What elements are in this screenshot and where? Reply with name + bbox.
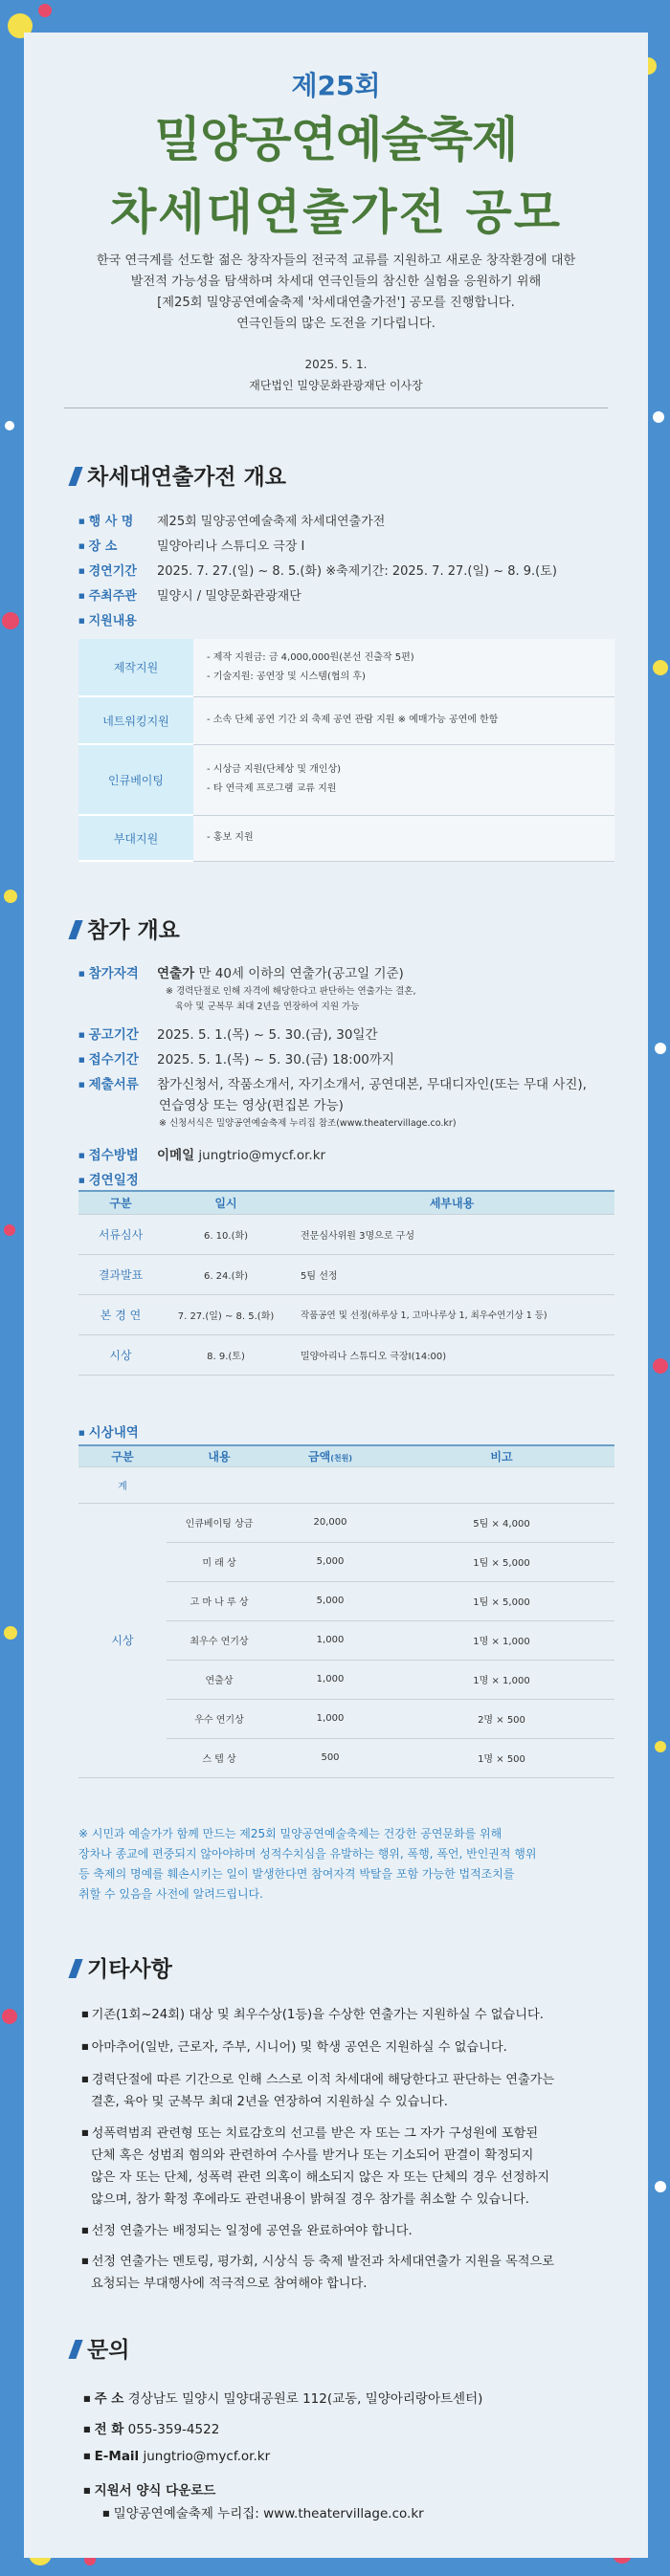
slash-icon	[68, 2340, 82, 2359]
table-row: 최우수 연기상 1,000 1명 × 1,000	[78, 1620, 614, 1660]
intro-text	[53, 251, 619, 335]
overview-row: ■ 경연기간 2025. 7. 27.(일) ~ 8. 5.(화) ※축제기간: 2025. 7. 27.(일) ~ 8. 9.(토)	[78, 561, 557, 579]
divider	[64, 407, 608, 408]
support-table	[78, 639, 614, 862]
support-label: 제작지원	[78, 639, 193, 696]
misc-item: ■ 아마추어(일반, 근로자, 주부, 시니어) 및 학생 공연은 지원하실 수 없습니다.	[81, 2036, 617, 2059]
misc-item: ■ 경력단절에 따른 기간으로 인해 스스로 이적 차세대에 해당한다고 판단하는 연출가는 결혼, 육아 및 군복무 최대 2년을 연장하여 지원하실 수 있습니다.	[81, 2068, 617, 2113]
confetti-dot	[653, 660, 668, 675]
support-detail: - 제작 지원금: 금 4,000,000원(본선 진출작 5편) - 기술지원: 공연장 및 시스템(협의 후)	[193, 639, 614, 696]
table-header-row	[78, 1445, 614, 1466]
col-header: 세부내용	[289, 1191, 614, 1214]
confetti-dot	[4, 1224, 15, 1236]
support-label: 부대지원	[78, 815, 193, 861]
overview-row: ■ 장 소 밀양아리나 스튜디오 극장 I	[78, 536, 304, 554]
section-heading-overview: 차세대연출가전 개요	[72, 459, 286, 491]
col-header: 금액(천원)	[272, 1445, 389, 1466]
table-row: 연출상 1,000 1명 × 1,000	[78, 1660, 614, 1699]
schedule-table	[78, 1190, 614, 1376]
table-row: 본 경 연 7. 27.(일) ~ 8. 5.(화) 작품공연 및 선정(하루상 1, 고마나루상 1, 최우수연기상 1 등)	[78, 1294, 614, 1334]
misc-item: ■ 선정 연출가는 멘토링, 평가회, 시상식 등 축제 발전과 차세대연출가 지원을 목적으로 요청되는 부대행사에 적극적으로 참여해야 합니다.	[81, 2250, 617, 2295]
confetti-dot	[655, 1741, 666, 1752]
confetti-dot	[653, 411, 664, 423]
participation-row: ■ 공고기간 2025. 5. 1.(목) ~ 5. 30.(금), 30일간	[78, 1024, 378, 1043]
organizer-name: 재단법인 밀양문화관광재단 이사장	[249, 379, 423, 392]
table-row	[78, 744, 614, 815]
table-row	[78, 696, 614, 744]
support-label: 네트워킹지원	[78, 696, 193, 744]
table-row	[78, 815, 614, 861]
table-row: 결과발표 6. 24.(화) 5팀 선정	[78, 1254, 614, 1294]
confetti-dot	[4, 1626, 17, 1640]
misc-item: ■ 성폭력범죄 관련형 또는 치료감호의 선고를 받은 자 또는 그 자가 구성원에 포함된 단체 혹은 성범죄 혐의와 관련하여 수사를 받거나 또는 기소되어 판결이 확정되지 않은 자 또는 단체, 성폭력 관련 의혹이 해소되지 않은 자 또는 단체의 경우 선정하지 않으며, 참가 확정 후에라도 관련내용이 밝혀질 경우 참가를 취소할 수 있습니다.	[81, 2122, 617, 2211]
col-header: 일시	[163, 1191, 289, 1214]
contact-email: ■ E-Mail jungtrio@mycf.or.kr	[83, 2449, 270, 2464]
qualification-note: 육아 및 군복무 최대 2년을 연장하여 지원 가능	[175, 1002, 360, 1012]
qualification-note: ※ 경력단절로 인해 자격에 해당한다고 판단하는 연출가는 결혼,	[166, 986, 416, 997]
col-header: 구분	[78, 1191, 163, 1214]
participation-row: ■ 접수방법 이메일 jungtrio@mycf.or.kr	[78, 1144, 325, 1163]
participation-row: ■ 접수기간 2025. 5. 1.(목) ~ 5. 30.(금) 18:00까지	[78, 1048, 394, 1068]
support-label: 인큐베이팅	[78, 744, 193, 815]
table-row: 시상 인큐베이팅 상금 20,000 5팀 × 4,000	[78, 1503, 614, 1542]
overview-row: ■ 주최주관 밀양시 / 밀양문화관광재단	[78, 585, 302, 604]
intro-line: 연극인들의 많은 도전을 기다립니다.	[236, 317, 436, 331]
intro-line: 한국 연극계를 선도할 젊은 창작자들의 전국적 교류를 지원하고 새로운 창작환경에 대한	[96, 253, 576, 268]
misc-item: ■ 기존(1회~24회) 대상 및 최우수상(1등)을 수상한 연출가는 지원하실 수 없습니다.	[81, 2003, 617, 2026]
support-detail: - 홍보 지원	[193, 815, 614, 861]
awards-title: ■ 시상내역	[78, 1421, 157, 1441]
slash-icon	[68, 1959, 82, 1978]
docs-note: ※ 신청서식은 밀양공연예술축제 누리집 참조(www.theatervillage.co.kr)	[159, 1118, 457, 1129]
table-row: 미 래 상 5,000 1팀 × 5,000	[78, 1542, 614, 1581]
email-link[interactable]: jungtrio@mycf.or.kr	[143, 2449, 271, 2464]
call-title: 차세대연출가전 공모	[109, 185, 563, 240]
slash-icon	[68, 467, 82, 486]
announcement-date: 2025. 5. 1.	[304, 358, 368, 371]
participation-row: ■ 참가자격 연출가 만 40세 이하의 연출가(공고일 기준)	[78, 962, 404, 981]
confetti-dot	[38, 4, 52, 17]
confetti-dot	[5, 421, 14, 430]
confetti-dot	[655, 2181, 666, 2192]
table-row: 계	[78, 1466, 614, 1503]
misc-item: ■ 선정 연출가는 배정되는 일정에 공연을 완료하여야 합니다.	[81, 2219, 617, 2242]
table-row: 우수 연기상 1,000 2명 × 500	[78, 1699, 614, 1738]
overview-row: ■ 행 사 명 제25회 밀양공연예술축제 차세대연출가전	[78, 511, 385, 529]
confetti-dot	[4, 890, 17, 903]
participation-row: ■ 경연일정	[78, 1169, 157, 1188]
participation-row: ■ 제출서류 참가신청서, 작품소개서, 자기소개서, 공연대본, 무대디자인(또는 무대 사진),	[78, 1073, 587, 1092]
section-heading-participation: 참가 개요	[72, 913, 180, 944]
confetti-dot	[655, 1043, 666, 1054]
support-detail: - 소속 단체 공연 기간 외 축제 공연 관람 지원 ※ 예매가능 공연에 한함	[193, 696, 614, 744]
col-header: 내용	[167, 1445, 272, 1466]
table-row: 스 텝 상 500 1명 × 500	[78, 1738, 614, 1777]
download-link[interactable]: ■ 밀양공연예술축제 누리집: www.theatervillage.co.kr	[102, 2502, 424, 2521]
table-row: 고 마 나 루 상 5,000 1팀 × 5,000	[78, 1581, 614, 1620]
section-heading-misc: 기타사항	[72, 1951, 172, 1983]
overview-row: ■ 지원내용	[78, 610, 157, 628]
table-row	[78, 639, 614, 696]
confetti-dot	[2, 612, 19, 629]
section-heading-contact: 문의	[72, 2332, 129, 2364]
docs-line: 연습영상 또는 영상(편집본 가능)	[159, 1098, 344, 1113]
poster-sheet	[24, 33, 648, 2558]
col-header: 구분	[78, 1445, 167, 1466]
confetti-dot	[2, 2009, 17, 2024]
intro-line: 발전적 가능성을 탐색하며 차세대 연극인들의 참신한 실험을 응원하기 위해	[130, 275, 542, 289]
table-header-row	[78, 1191, 614, 1214]
table-row: 서류심사 6. 10.(화) 전문심사위원 3명으로 구성	[78, 1214, 614, 1254]
contact-download: ■ 지원서 양식 다운로드	[83, 2479, 215, 2499]
contact-address: ■ 주 소 경상남도 밀양시 밀양대공원로 112(교동, 밀양아리랑아트센터)	[83, 2388, 482, 2407]
intro-line: [제25회 밀양공연예술축제 '차세대연출가전'] 공모를 진행합니다.	[157, 296, 515, 310]
col-header: 비고	[389, 1445, 614, 1466]
awards-table	[78, 1444, 614, 1778]
support-detail: - 시상금 지원(단체상 및 개인상) - 타 연극제 프로그램 교류 지원	[193, 744, 614, 815]
slash-icon	[68, 920, 82, 939]
edition-label: 제25회	[291, 70, 381, 101]
confetti-dot	[653, 1358, 668, 1374]
contact-phone: ■ 전 화 055-359-4522	[83, 2418, 219, 2437]
conduct-notice: ※ 시민과 예술가가 함께 만드는 제25회 밀양공연예술축제는 건강한 공연문화를 위해 장차나 종교에 편중되지 않아야하며 성적수치심을 유발하는 행위, 폭행, 폭언, 반인권적 행위 등 축제의 명예를 훼손시키는 일이 발생한다면 참여자격 박탈을 포함 가능한 법적조치를 취할 수 있음을 사전에 알려드립니다.	[78, 1827, 537, 1901]
table-row: 시상 8. 9.(토) 밀양아리나 스튜디오 극장I(14:00)	[78, 1334, 614, 1375]
festival-title: 밀양공연예술축제	[154, 112, 518, 167]
